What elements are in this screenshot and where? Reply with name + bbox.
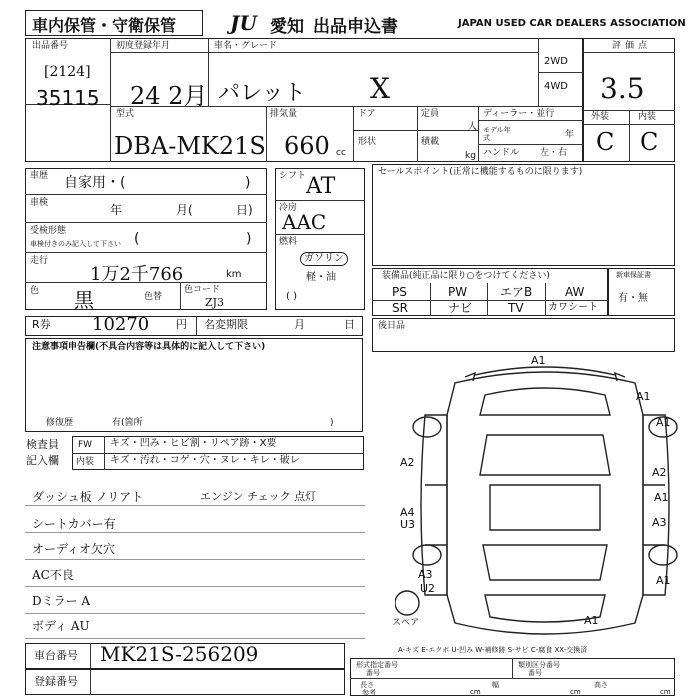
- equip-sr: SR: [392, 301, 408, 315]
- note-engine-check: エンジン チェック 点灯: [200, 490, 317, 503]
- fuel-paren: ( ): [286, 291, 297, 302]
- mark-bottom-a1: A1: [584, 614, 599, 627]
- history-label: 車歴: [30, 171, 49, 181]
- capacity-label: 定員: [421, 109, 440, 119]
- notes-box: [25, 338, 363, 432]
- sales-point-label: セールスポイント(正常に機能するものに限ります): [378, 167, 583, 177]
- inspection-month: 月(: [176, 203, 193, 217]
- note-dash-board: ダッシュ板 ノリアト: [32, 490, 144, 504]
- equip-airbag: エアB: [500, 285, 533, 299]
- storage-note: 車内保管・守衛保管: [32, 16, 177, 35]
- interior-label: 内装: [638, 112, 657, 122]
- model-value: DBA-MK21S: [114, 132, 266, 160]
- interior-row-label: 内装: [76, 457, 95, 467]
- handle-label: ハンドル: [483, 148, 520, 158]
- mileage-value: 1万2千766: [90, 264, 184, 285]
- mark-left-a2: A2: [400, 456, 415, 469]
- displacement-unit: cc: [336, 148, 346, 158]
- inspector-label-2: 記入欄: [26, 454, 59, 467]
- mark-top-a1: A1: [531, 354, 546, 367]
- cert-label: 形式指定番号: [356, 661, 398, 669]
- recycle-value: 10270: [92, 314, 150, 335]
- org-name: 愛知: [270, 17, 304, 37]
- dealer-label: ディーラー・並行: [483, 109, 555, 119]
- ac-label: 冷房: [279, 203, 298, 213]
- recycle-unit: 円: [176, 318, 187, 331]
- mileage-unit: km: [226, 269, 242, 280]
- equip-leather-seat: カワシート: [548, 302, 598, 313]
- fuel-gasoline: ガソリン: [300, 252, 348, 266]
- inspection-year: 年: [110, 203, 123, 217]
- dims-cm-3: cm: [660, 688, 671, 696]
- lot-label: 出品番号: [32, 41, 69, 51]
- interior-value: C: [640, 128, 659, 156]
- equip-aw: AW: [565, 285, 585, 299]
- warranty-value: 有・無: [618, 293, 648, 304]
- first-reg-label: 初度登録年月: [116, 41, 171, 51]
- ac-value: AAC: [282, 210, 327, 234]
- notes-label: 注意事項申告欄(不具合内容等は具体的に記入して下さい): [32, 342, 266, 352]
- model-label: 型式: [116, 109, 135, 119]
- dims-cm-1: cm: [470, 688, 481, 696]
- mark-left-u2: U2: [420, 582, 436, 595]
- recycle-label: R券: [32, 318, 51, 331]
- fuel-light-oil: 軽・油: [306, 272, 336, 283]
- history-value: 自家用・(: [64, 175, 126, 191]
- equip-tv: TV: [508, 301, 524, 315]
- note-ac-bad: AC不良: [32, 568, 74, 582]
- recycle-box: [25, 316, 363, 336]
- inspection-label: 車検: [30, 198, 49, 208]
- dims-width: 幅: [492, 681, 499, 689]
- equip-pw: PW: [448, 285, 468, 299]
- cert-sub: 番号: [366, 669, 380, 677]
- chassis-value: MK21S-256209: [100, 642, 259, 666]
- note-mirror: Dミラー A: [32, 594, 91, 608]
- drive-2wd: 2WD: [544, 56, 568, 67]
- dims-height: 高さ: [594, 681, 608, 689]
- name-change-month: 月: [294, 318, 305, 331]
- shape-label: 形状: [358, 137, 377, 147]
- later-items-label: 後日品: [378, 321, 406, 331]
- model-year-label: モデル年式: [483, 126, 511, 142]
- color-value: 黒: [74, 288, 94, 312]
- first-reg-value: 24 2月: [130, 82, 208, 110]
- equipment-label: 装備品(純正品に限り○をつけてください): [382, 271, 550, 281]
- form-title: 出品申込書: [313, 17, 398, 37]
- association-name: JAPAN USED CAR DEALERS ASSOCIATION: [458, 18, 686, 29]
- dims-ref: 参考: [362, 689, 376, 697]
- exterior-label: 外装: [591, 112, 610, 122]
- handle-value: 左・右: [540, 148, 568, 158]
- fuel-label: 燃料: [279, 237, 298, 247]
- inspector-label-1: 検査員: [26, 438, 59, 451]
- load-unit: kg: [465, 151, 476, 161]
- accept-form-label: 受検形態: [30, 226, 67, 236]
- registration-number-label: 登録番号: [34, 675, 78, 688]
- mark-left-u3: U3: [400, 518, 416, 531]
- repair-label: 修復歴: [46, 418, 74, 428]
- capacity-unit: 人: [468, 122, 478, 132]
- note-body: ボディ AU: [32, 619, 90, 633]
- shift-value: AT: [306, 174, 336, 199]
- accept-form-note: 車検付きのみ記入して下さい: [30, 240, 121, 248]
- rating-label: 評価点: [612, 41, 652, 51]
- note-seat-cover: シートカバー有: [32, 517, 116, 531]
- mark-right-a2: A2: [652, 466, 667, 479]
- mark-left-a3: A3: [418, 568, 433, 581]
- displacement-label: 排気量: [270, 109, 298, 119]
- rating-score: 3.5: [600, 72, 645, 105]
- vehicle-info-block: [25, 168, 267, 310]
- interior-items: キズ・汚れ・コゲ・穴・ヌレ・キレ・破レ: [110, 455, 300, 466]
- mark-right-a1-2: A1: [656, 416, 671, 429]
- later-items-box: [372, 318, 675, 352]
- inspection-day: 日): [236, 203, 253, 217]
- name-change-label: 名変期限: [204, 318, 248, 331]
- load-label: 積載: [421, 137, 440, 147]
- name-change-day: 日: [344, 318, 355, 331]
- dims-length: 長さ: [360, 681, 374, 689]
- mark-right-a1-3: A1: [654, 491, 669, 504]
- note-audio-hole: オーディオ欠穴: [32, 542, 116, 556]
- lot-number: 35115: [36, 86, 100, 110]
- color-label: 色: [30, 286, 40, 296]
- grade-value: X: [370, 72, 390, 105]
- name-grade-label: 車名・グレード: [214, 41, 278, 51]
- mileage-label: 走行: [30, 256, 49, 266]
- accept-form-open: (: [134, 231, 140, 247]
- mark-right-a1-1: A1: [636, 390, 651, 403]
- chassis-label: 車台番号: [34, 649, 78, 662]
- class-sub: 番号: [528, 669, 542, 677]
- door-label: ドア: [358, 109, 376, 119]
- exterior-value: C: [596, 128, 615, 156]
- ju-logo: JU: [230, 11, 257, 35]
- dims-cm-2: cm: [570, 688, 581, 696]
- damage-legend: A-キズ E-エクボ U-凹み W-補修跡 S-サビ C-腐食 XX-交換済: [398, 646, 588, 654]
- displacement-value: 660: [284, 132, 330, 160]
- lot-box-code: [2124]: [44, 64, 91, 80]
- mark-right-a3: A3: [652, 516, 667, 529]
- fw-label: FW: [78, 440, 93, 450]
- repair-value: 有(箇所: [112, 418, 143, 428]
- drive-4wd: 4WD: [544, 81, 568, 92]
- accept-form-close: ): [246, 231, 252, 247]
- repair-close: ): [330, 418, 334, 428]
- color-swap-label: 色替: [144, 292, 163, 302]
- color-code-label: 色コード: [184, 285, 221, 295]
- mark-right-a1-4: A1: [656, 574, 671, 587]
- car-name-value: パレット: [218, 81, 306, 106]
- fw-items: キズ・凹み・ヒビ割・リペア跡・X要: [110, 438, 277, 449]
- sales-point-box: [372, 164, 675, 266]
- color-code-value: ZJ3: [205, 296, 225, 309]
- year-unit: 年: [565, 130, 575, 140]
- spare-label: スペア: [392, 618, 420, 628]
- equip-navi: ナビ: [448, 301, 473, 315]
- warranty-label: 新車保証書: [616, 271, 651, 279]
- equip-ps: PS: [392, 285, 407, 299]
- shift-label: シフト: [279, 171, 307, 181]
- history-close: ): [245, 175, 251, 191]
- mark-left-a4: A4: [400, 506, 415, 519]
- class-label: 類別区分番号: [518, 661, 560, 669]
